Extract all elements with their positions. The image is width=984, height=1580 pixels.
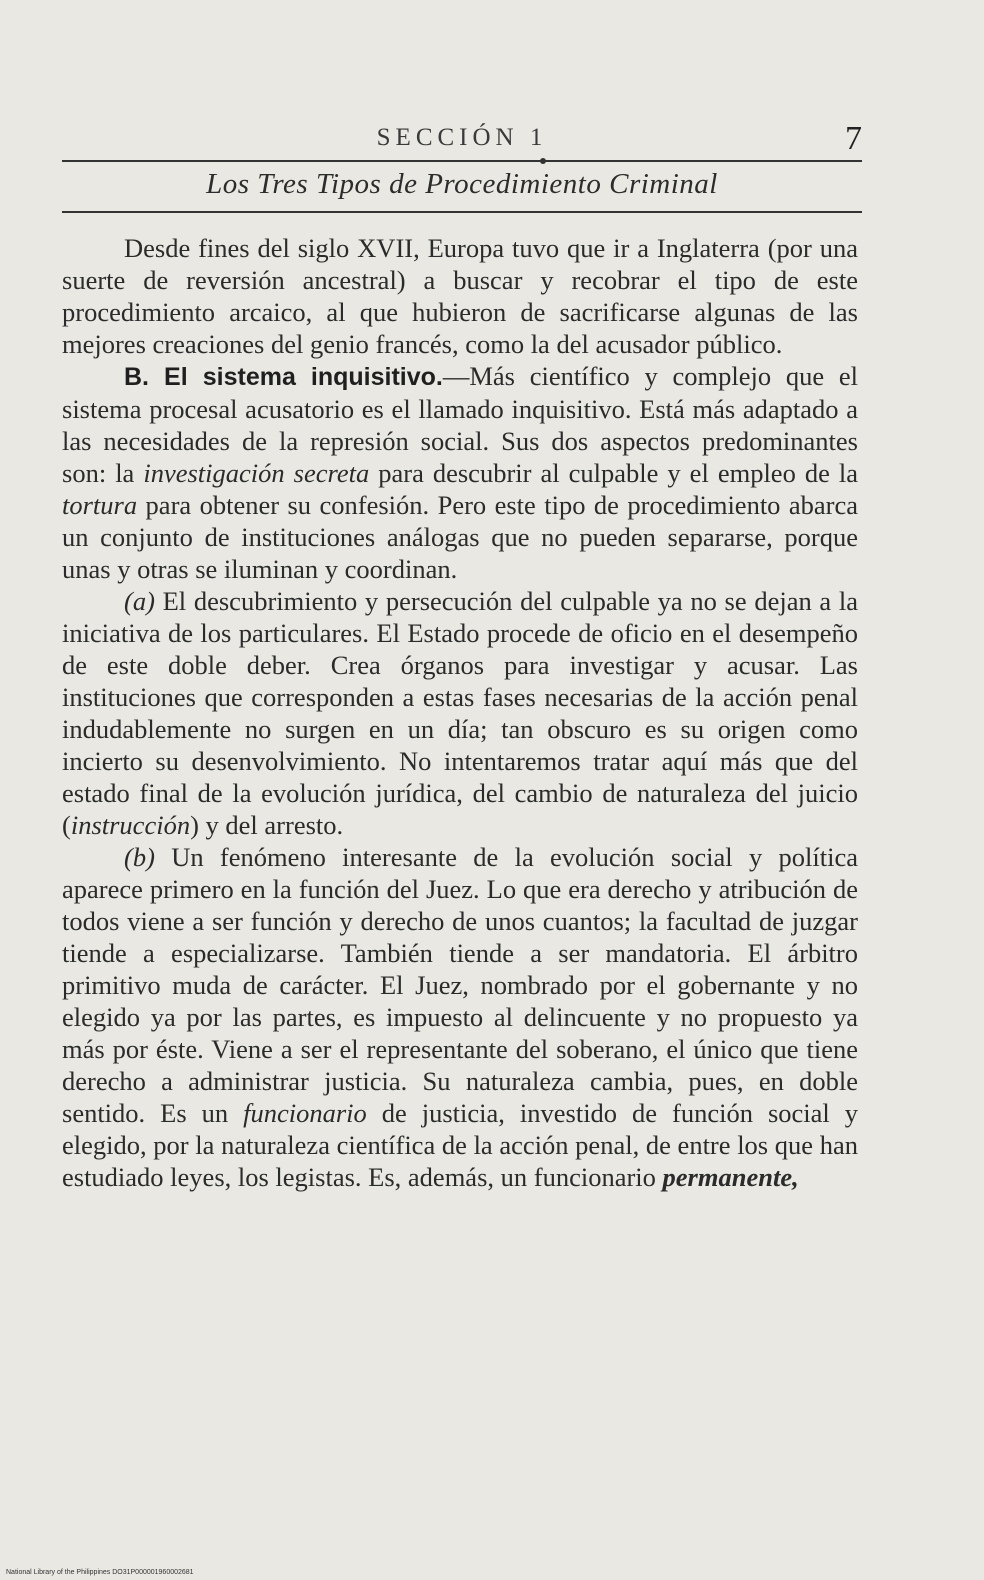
paragraph-4-text-a: Un fenómeno interesante de la evolución social y política aparece primero en la función del Juez. Lo que era derecho y atribución de todos viene a ser función y derecho de unos cuantos; la facultad de juzgar tiende a especializarse. También tiende a ser mandatoria. El árbitro primitivo muda de carácter. El Juez, nombrado por el gobernante y no elegido ya por las partes, es impuesto al delincuente y no propuesto ya más por éste. Viene a ser el representante del soberano, el único que tiene derecho a administrar justicia. Su naturaleza cambia, pues, en doble sentido. Es un [62,842,858,1128]
paragraph-4-emphasis-2: permanente, [662,1162,799,1192]
header-rule-top [62,160,862,162]
paragraph-4-text-b: de justicia, investido de función social y elegido, por la naturaleza científica de la acción penal, de entre los que han estudiado leyes, los legistas. Es, además, un funcionario [62,1098,858,1192]
item-marker-b: (b) [124,842,155,872]
body-text [62,232,858,1193]
page-number: 7 [845,120,862,157]
paragraph-4-emphasis-1: funcionario [243,1098,367,1128]
paragraph-2-text-c: para obtener su confesión. Pero este tipo de procedimiento abarca un conjunto de instituciones análogas que no pueden separarse, porque unas y otras se iluminan y coordinan. [62,490,858,584]
paragraph-2-text-b: para descubrir al culpable y el empleo de la [369,458,858,488]
header-rule-bottom [62,211,862,213]
paragraph-3-text-a: El descubrimiento y persecución del culpable ya no se dejan a la iniciativa de los particulares. El Estado procede de oficio en el desempeño de este doble deber. Crea órganos para investigar y acusar. Las instituciones que corresponden a estas fases necesarias de la acción penal indudablemente no surgen en un día; tan obscuro es su origen como incierto su desenvolvimiento. No intentaremos tratar aquí más que del estado final de la evolución jurídica, del cambio de naturaleza del juicio ( [62,586,858,840]
paragraph-4 [62,841,858,1193]
paragraph-3 [62,585,858,841]
item-marker-a: (a) [124,586,155,616]
paragraph-3-emphasis: instrucción [70,810,191,840]
scan-footer-note: National Library of the Philippines DO31P000001960002681 [6,1569,194,1576]
paragraph-3-text-b: ) y del arresto. [190,810,344,840]
paragraph-2-text-a: —Más científico y complejo que el sistema procesal acusatorio es el llamado inquisitivo. Está más adaptado a las necesidades de la represión social. Sus dos aspectos predominantes son: la [62,361,858,488]
paragraph-1: Desde fines del siglo XVII, Europa tuvo que ir a Inglaterra (por una suerte de reversión ancestral) a buscar y recobrar el tipo de este procedimiento arcaico, al que hubieron de sacrificarse algunas de las mejores creaciones del genio francés, como la del acusador público. [62,233,858,359]
chapter-subtitle: Los Tres Tipos de Procedimiento Criminal [206,168,718,200]
running-head [62,120,862,160]
section-heading-b: B. El sistema inquisitivo. [124,363,443,391]
paragraph-2-emphasis-1: investigación secreta [143,458,370,488]
section-label: SECCIÓN 1 [376,124,548,151]
rule-ornament [540,158,546,164]
paragraph-2 [62,360,858,585]
paragraph-2-emphasis-2: tortura [62,490,138,520]
